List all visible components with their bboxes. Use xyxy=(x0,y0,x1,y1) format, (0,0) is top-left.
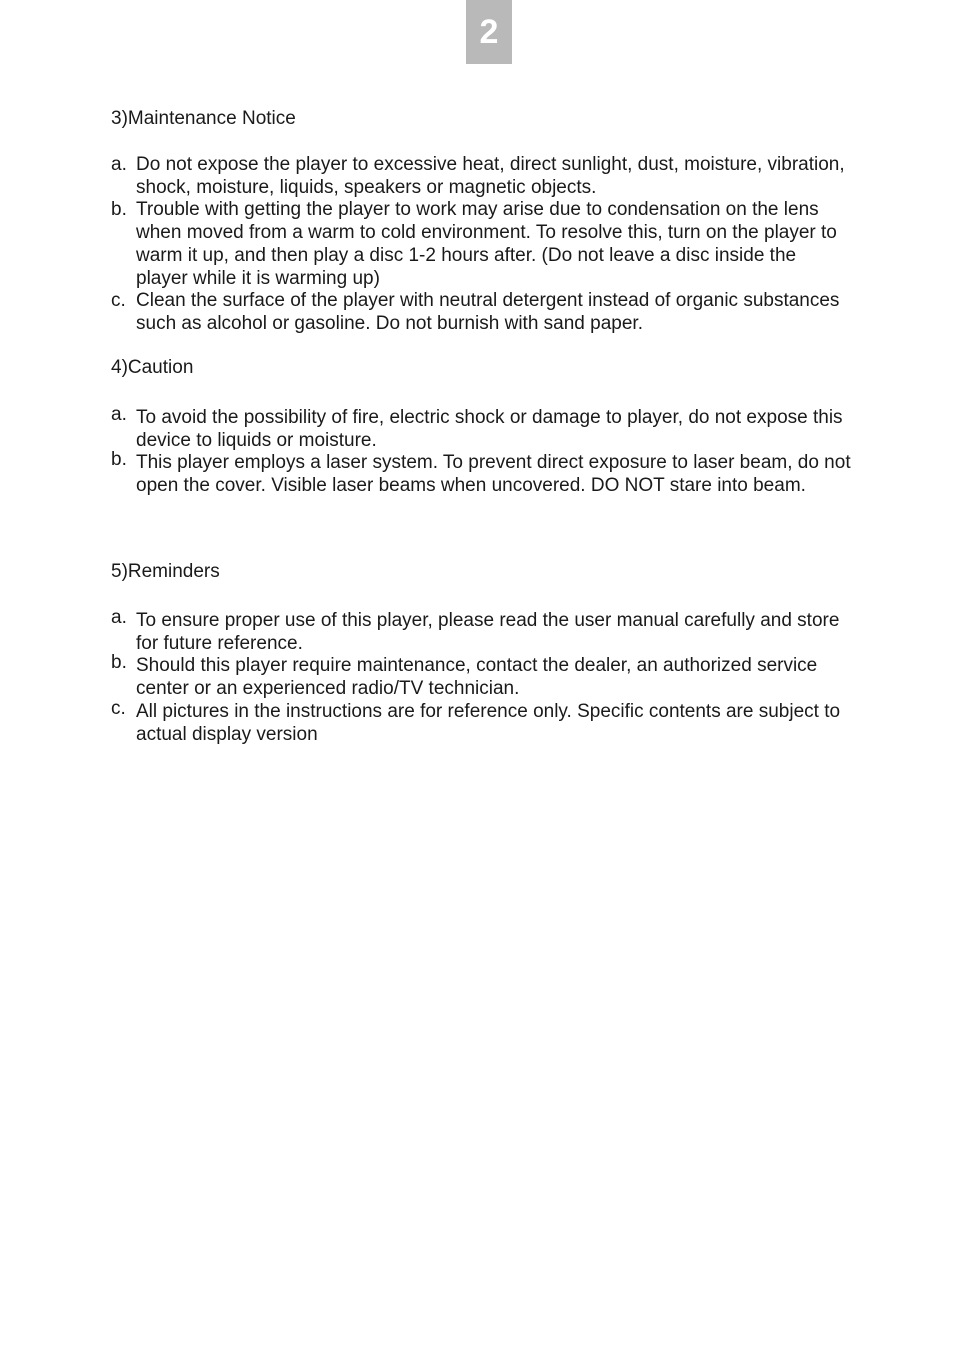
list-item-text: Do not expose the player to excessive heat, direct sunlight, dust, moisture, vibration, shock, moisture, liquids, speakers or magnetic objects. xyxy=(136,154,845,198)
caution-list xyxy=(111,404,851,498)
list-item xyxy=(111,697,851,746)
list-marker: a. xyxy=(111,607,127,628)
section-title-maintenance-notice: 3)Maintenance Notice xyxy=(111,108,296,129)
list-item-text: Should this player require maintenance, contact the dealer, an authorized service center or an experienced radio/TV technician. xyxy=(136,655,818,700)
list-item xyxy=(111,154,851,199)
list-item xyxy=(111,199,851,290)
list-marker: c. xyxy=(111,290,126,312)
list-marker: a. xyxy=(111,154,127,175)
list-item-text: All pictures in the instructions are for reference only. Specific contents are subject to actual display version xyxy=(136,700,841,745)
reminders-list xyxy=(111,607,851,746)
page-number-tab: 2 xyxy=(466,0,512,64)
list-item xyxy=(111,607,851,655)
list-marker: b. xyxy=(111,449,127,471)
list-item-text: This player employs a laser system. To prevent direct exposure to laser beam, do not open the cover. Visible laser beams when uncovered. DO NOT stare into beam. xyxy=(136,452,851,497)
list-item-text: To ensure proper use of this player, please read the user manual carefully and store for future reference. xyxy=(136,610,840,654)
list-marker: b. xyxy=(111,652,127,674)
list-item-text: To avoid the possibility of fire, electric shock or damage to player, do not expose this device to liquids or moisture. xyxy=(136,407,843,451)
section-title-reminders: 5)Reminders xyxy=(111,561,220,582)
list-item-text: Trouble with getting the player to work may arise due to condensation on the lens when moved from a warm to cold environment. To resolve this, turn on the player to warm it up, and then play a disc 1-2 hours after. (Do not leave a disc inside the player while it is warming up) xyxy=(136,199,837,289)
list-item-text: Clean the surface of the player with neutral detergent instead of organic substances such as alcohol or gasoline. Do not burnish with sand paper. xyxy=(136,290,840,334)
list-item xyxy=(111,449,851,497)
section-title-caution: 4)Caution xyxy=(111,357,194,378)
list-item xyxy=(111,404,851,452)
list-marker: c. xyxy=(111,697,126,719)
list-marker: a. xyxy=(111,404,127,425)
list-item xyxy=(111,290,851,335)
maintenance-notice-list xyxy=(111,154,851,336)
list-item xyxy=(111,652,851,700)
list-marker: b. xyxy=(111,199,127,221)
